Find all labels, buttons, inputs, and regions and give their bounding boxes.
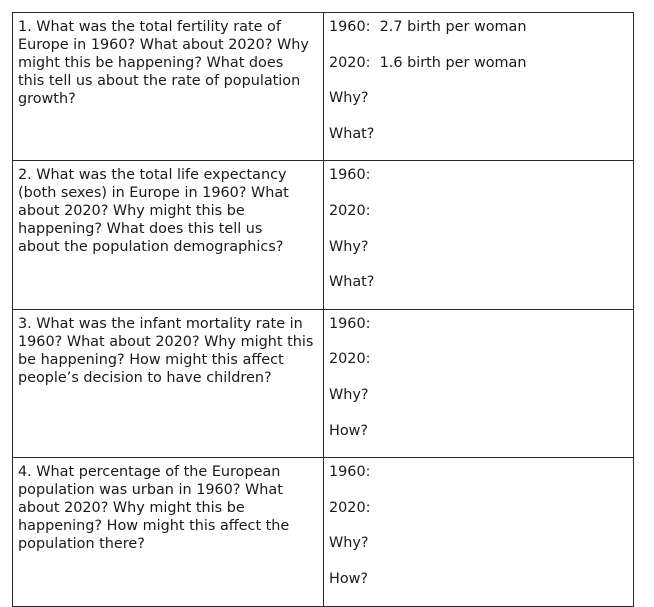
- worksheet-table: [12, 12, 634, 607]
- answer-what: What?: [329, 125, 375, 142]
- question-row-4: [13, 458, 634, 606]
- answer-how: How?: [329, 570, 369, 587]
- answer-why: Why?: [329, 238, 369, 255]
- question-cell: [13, 458, 324, 606]
- answer-cell: [324, 458, 634, 606]
- question-cell: [13, 13, 324, 161]
- answer-1960: 1960:: [329, 167, 371, 184]
- answer-2020: 2020:: [329, 351, 371, 368]
- answer-1960: 1960:: [329, 464, 371, 481]
- answer-what: What?: [329, 274, 375, 291]
- question-text: 1. What was the total fertility rate of Europe in 1960? What about 2020? Why might this be happening? What does this tell us about the rate of population growth?: [18, 19, 309, 107]
- question-cell: [13, 309, 324, 457]
- question-text: 2. What was the total life expectancy (both sexes) in Europe in 1960? What about 2020? Why might this be happening? What does this tell us about the population demographics?: [18, 167, 289, 256]
- answer-2020: 2020: 1.6 birth per woman: [329, 54, 527, 71]
- answer-2020: 2020:: [329, 202, 371, 219]
- answer-how: How?: [329, 422, 369, 439]
- answer-cell: [324, 309, 634, 457]
- answer-why: Why?: [329, 386, 369, 403]
- question-text: 4. What percentage of the European population was urban in 1960? What about 2020? Why might this be happening? How might this affect the population there?: [18, 464, 290, 553]
- answer-1960: 1960:: [329, 315, 371, 332]
- question-row-3: [13, 309, 634, 457]
- question-row-2: [13, 161, 634, 309]
- answer-why: Why?: [329, 535, 369, 552]
- answer-cell: [324, 161, 634, 309]
- answer-why: Why?: [329, 90, 369, 107]
- question-row-1: [13, 13, 634, 161]
- answer-1960: 1960: 2.7 birth per woman: [329, 19, 527, 35]
- question-text: 3. What was the infant mortality rate in 1960? What about 2020? Why might this be happening? How might this affect people’s decision to have children?: [18, 315, 314, 386]
- answer-cell: [324, 13, 634, 161]
- question-cell: [13, 161, 324, 309]
- answer-2020: 2020:: [329, 499, 371, 516]
